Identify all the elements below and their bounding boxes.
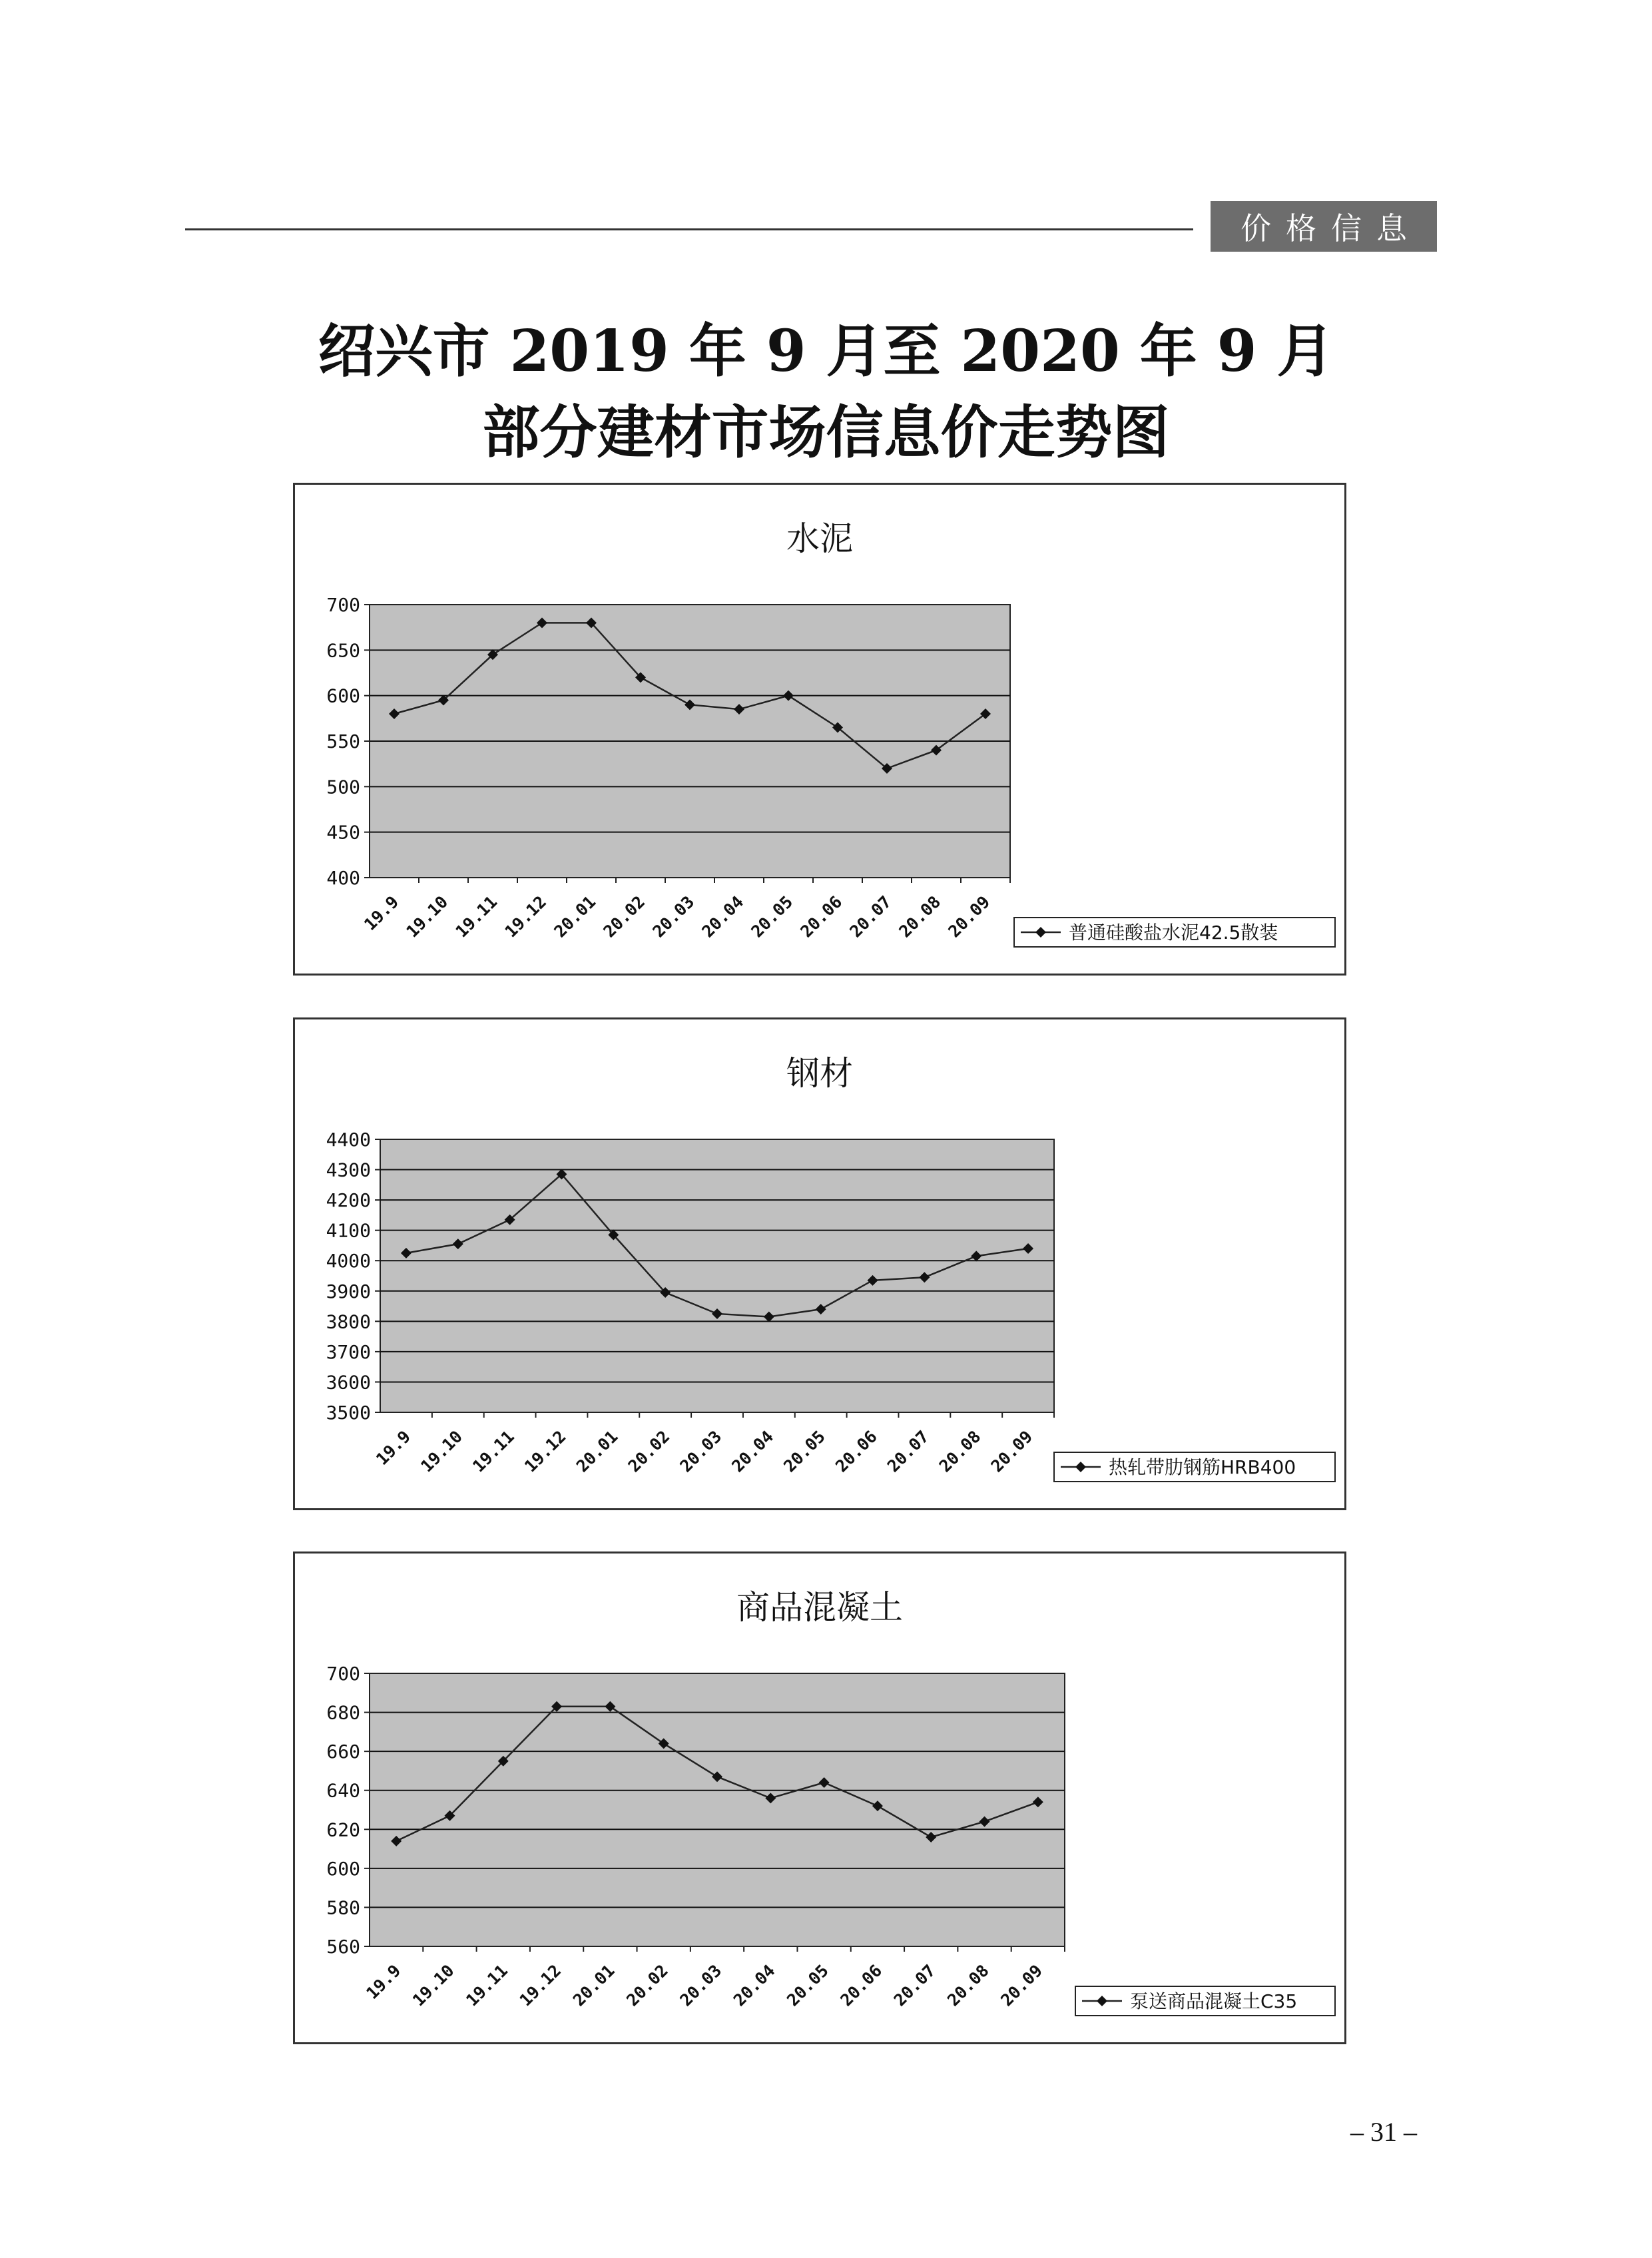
x-tick-label: 20.09 [944,892,994,942]
x-tick-label: 20.02 [623,1960,672,2010]
y-tick-label: 4000 [326,1250,371,1272]
chart-panel-steel [293,1017,1346,1510]
y-tick-label: 4300 [326,1159,371,1181]
chart-steel [295,1019,1344,1508]
x-tick-label: 20.06 [836,1960,886,2010]
x-tick-label: 20.09 [987,1426,1037,1476]
y-tick-label: 4200 [326,1189,371,1212]
x-tick-label: 20.02 [599,892,649,942]
x-tick-label: 19.10 [417,1426,467,1476]
chart-concrete [295,1553,1344,2042]
x-tick-label: 19.11 [451,892,501,942]
x-tick-label: 19.12 [501,892,551,942]
legend-label: 普通硅酸盐水泥42.5散装 [1069,922,1278,944]
legend-label: 泵送商品混凝土C35 [1130,1990,1298,2012]
x-tick-label: 20.04 [698,892,748,942]
y-tick-label: 660 [326,1741,360,1763]
x-tick-label: 20.07 [846,892,896,942]
y-tick-label: 400 [326,867,360,889]
y-tick-label: 3700 [326,1340,371,1363]
x-tick-label: 20.06 [796,892,846,942]
legend-label: 热轧带肋钢筋HRB400 [1109,1456,1296,1478]
x-tick-label: 19.9 [362,1960,405,2003]
x-tick-label: 20.01 [550,892,600,942]
x-tick-label: 19.9 [372,1426,415,1469]
x-tick-label: 19.11 [469,1426,518,1476]
page-title-line2: 部分建材市场信息价走势图 [482,399,1170,466]
y-tick-label: 640 [326,1779,360,1802]
x-tick-label: 20.07 [883,1426,933,1476]
section-badge: 价格信息 [1211,201,1437,252]
plot-area [380,1139,1054,1412]
chart-title: 商品混凝土 [736,1588,903,1627]
y-tick-label: 450 [326,821,360,844]
x-tick-label: 20.06 [832,1426,881,1476]
x-tick-label: 19.12 [515,1960,565,2010]
page-number: – 31 – [1350,2117,1417,2147]
y-tick-label: 3900 [326,1280,371,1302]
x-tick-label: 19.11 [462,1960,512,2010]
y-tick-label: 680 [326,1701,360,1724]
x-tick-label: 20.03 [649,892,698,942]
chart-panel-concrete [293,1552,1346,2044]
x-tick-label: 19.10 [408,1960,458,2010]
x-tick-label: 20.09 [997,1960,1047,2010]
y-tick-label: 560 [326,1936,360,1958]
y-tick-label: 650 [326,639,360,662]
page-title-line1: 绍兴市 2019 年 9 月至 2020 年 9 月 [318,318,1334,385]
x-tick-label: 20.04 [728,1426,778,1476]
x-tick-label: 20.02 [624,1426,674,1476]
x-tick-label: 19.10 [402,892,452,942]
y-tick-label: 580 [326,1896,360,1919]
x-tick-label: 20.05 [780,1426,829,1476]
x-tick-label: 20.01 [569,1960,619,2010]
chart-title: 水泥 [786,519,853,558]
chart-title: 钢材 [786,1054,853,1093]
x-tick-label: 20.08 [895,892,945,942]
y-tick-label: 3800 [326,1310,371,1333]
y-tick-label: 4100 [326,1219,371,1242]
y-tick-label: 600 [326,1857,360,1880]
x-tick-label: 20.05 [783,1960,832,2010]
x-tick-label: 20.08 [944,1960,993,2010]
y-tick-label: 3500 [326,1402,371,1424]
x-tick-label: 20.07 [890,1960,940,2010]
y-tick-label: 620 [326,1819,360,1841]
y-tick-label: 600 [326,685,360,707]
y-tick-label: 4400 [326,1129,371,1151]
plot-area [370,1673,1065,1946]
x-tick-label: 19.12 [520,1426,570,1476]
chart-panel-cement [293,483,1346,976]
y-tick-label: 700 [326,1663,360,1685]
header-rule [185,228,1193,230]
x-tick-label: 20.03 [676,1426,726,1476]
x-tick-label: 20.08 [935,1426,985,1476]
y-tick-label: 550 [326,730,360,752]
x-tick-label: 19.9 [360,892,403,934]
y-tick-label: 700 [326,594,360,616]
y-tick-label: 3600 [326,1371,371,1394]
chart-cement [295,485,1344,974]
x-tick-label: 20.03 [676,1960,726,2010]
y-tick-label: 500 [326,776,360,798]
x-tick-label: 20.04 [729,1960,779,2010]
x-tick-label: 20.05 [747,892,797,942]
x-tick-label: 20.01 [572,1426,622,1476]
